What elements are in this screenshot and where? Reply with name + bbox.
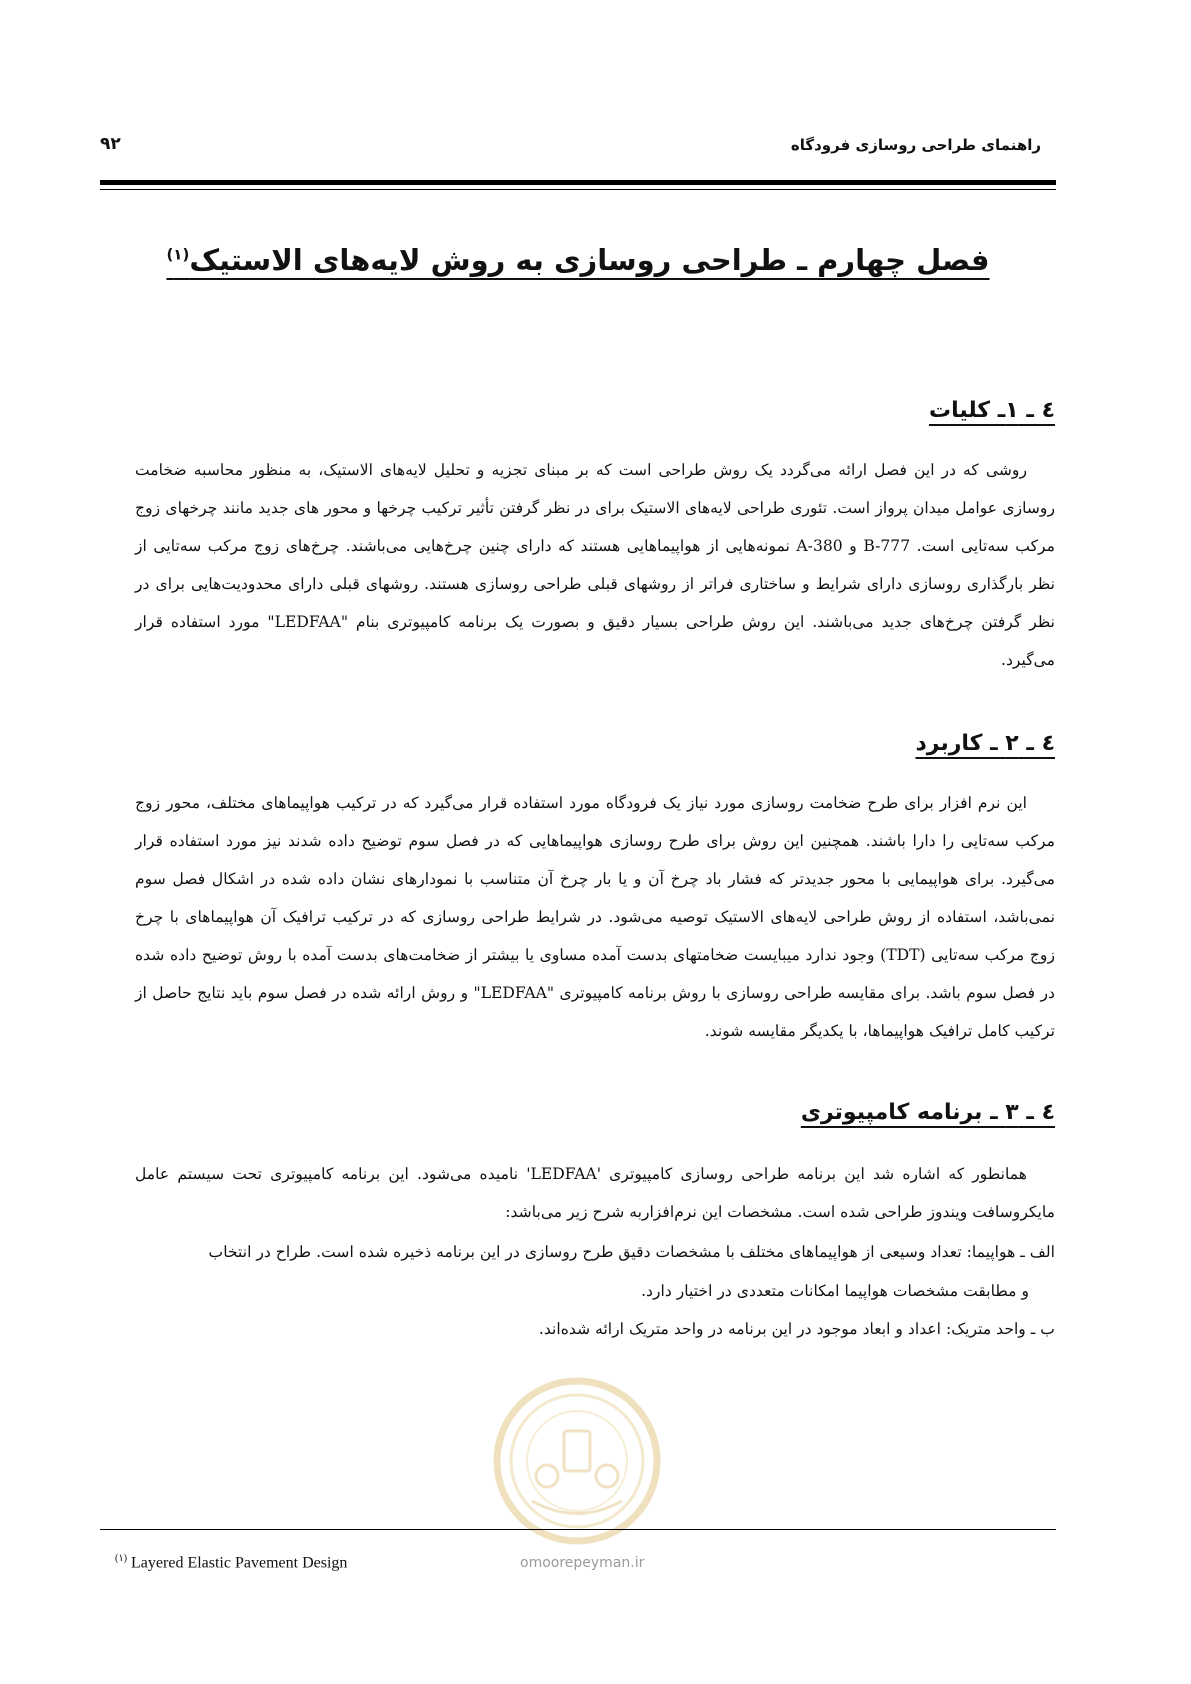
list-item-aircraft-continued: و مطابقت مشخصات هواپیما امکانات متعددی در اختیار دارد. <box>641 1282 1029 1300</box>
list-item-aircraft: الف ـ هواپیما: تعداد وسیعی از هواپیماهای مختلف با مشخصات دقیق طرح روسازی در این برنامه ذخیره شده است. طراح در انتخاب <box>208 1243 1055 1261</box>
section-body-general <box>135 451 1055 679</box>
chapter-title <box>100 243 1056 277</box>
chapter-title-text: فصل چهارم ـ طراحی روسازی به روش لایه‌های الاستیک <box>189 243 990 277</box>
footnote-rule <box>100 1529 1056 1530</box>
footnote <box>115 1553 347 1572</box>
section-body-application <box>135 784 1055 1050</box>
paragraph: این نرم افزار برای طرح ضخامت روسازی مورد نیاز یک فرودگاه مورد استفاده قرار می‌گیرد که در ترکیب هواپیماهای مختلف، محور زوج مرکب سه‌تایی را دارا باشند. همچنین این روش برای طرح روسازی هواپیماهایی که در فصل سوم توضیح داده شدند نیز مورد استفاده قرار می‌گیرد. برای هواپیمایی با محور جدیدتر که فشار باد چرخ آن و یا بار چرخ آن متناسب با نمودارهای نشان داده شده در اشکال فصل سوم نمی‌باشد، استفاده از روش طراحی لایه‌های الاستیک توصیه می‌شود. در شرایط طراحی روسازی که در ترکیب ترافیک آن هواپیماهای با چرخ زوج مرکب سه‌تایی (TDT) وجود ندارد میبایست ضخامتهای بدست آمده مساوی یا بیشتر از ضخامت‌های بدست آمده با روش توضیح داده شده در فصل سوم باشد. برای مقایسه طراحی روسازی با روش برنامه کامپیوتری "LEDFAA" و روش ارائه شده در فصل سوم باید نتایج حاصل از ترکیب کامل ترافیک هواپیماها، با یکدیگر مقایسه شوند. <box>135 794 1055 1040</box>
section-title-application: ٤ ـ ٢ ـ کاربرد <box>915 731 1055 756</box>
watermark-url: omoorepeyman.ir <box>520 1555 645 1571</box>
paragraph: روشی که در این فصل ارائه می‌گردد یک روش طراحی است که بر مبنای تجزیه و تحلیل لایه‌های الاستیک، به منظور محاسبه ضخامت روسازی عوامل میدان پرواز است. تئوری طراحی لایه‌های الاستیک برای در نظر گرفتن تأثیر ترکیب چرخها و محور های جدید مانند چرخهای زوج مرکب سه‌تایی است. B-777 و A-380 نمونه‌هایی از هواپیماهایی هستند که دارای چنین چرخ‌هایی می‌باشند. چرخ‌های زوج مرکب سه‌تایی از نظر بارگذاری روسازی دارای شرایط و ساختاری فراتر از روشهای قبلی طراحی روسازی هستند. روشهای قبلی دارای محدودیت‌هایی برای در نظر گرفتن چرخ‌های جدید می‌باشند. این روش طراحی بسیار دقیق و بصورت یک برنامه کامپیوتری بنام "LEDFAA" مورد استفاده قرار می‌گیرد. <box>135 461 1055 669</box>
section-title-computer-program: ٤ ـ ٣ ـ برنامه کامپیوتری <box>800 1100 1055 1125</box>
list-item-metric-unit: ب ـ واحد متریک: اعداد و ابعاد موجود در این برنامه در واحد متریک ارائه شده‌اند. <box>538 1320 1055 1338</box>
section-body-computer-program <box>135 1155 1055 1231</box>
page-number: ۹۲ <box>100 134 121 154</box>
running-header-title: راهنمای طراحی روسازی فرودگاه <box>790 136 1041 154</box>
footnote-text: Layered Elastic Pavement Design <box>131 1554 348 1572</box>
paragraph: همانطور که اشاره شد این برنامه طراحی روسازی کامپیوتری 'LEDFAA' نامیده می‌شود. این برنامه کامپیوتری تحت سیستم عامل مایکروسافت ویندوز طراحی شده است. مشخصات این نرم‌افزاربه شرح زیر می‌باشد: <box>135 1165 1055 1221</box>
section-title-general: ٤ ـ ١ـ کلیات <box>928 398 1055 423</box>
header-rule-thin <box>100 189 1056 190</box>
watermark-stamp-icon <box>492 1376 662 1546</box>
footnote-mark: (۱) <box>115 1553 128 1564</box>
chapter-footnote-mark: (۱) <box>166 245 190 264</box>
header-rule-thick <box>100 180 1056 185</box>
